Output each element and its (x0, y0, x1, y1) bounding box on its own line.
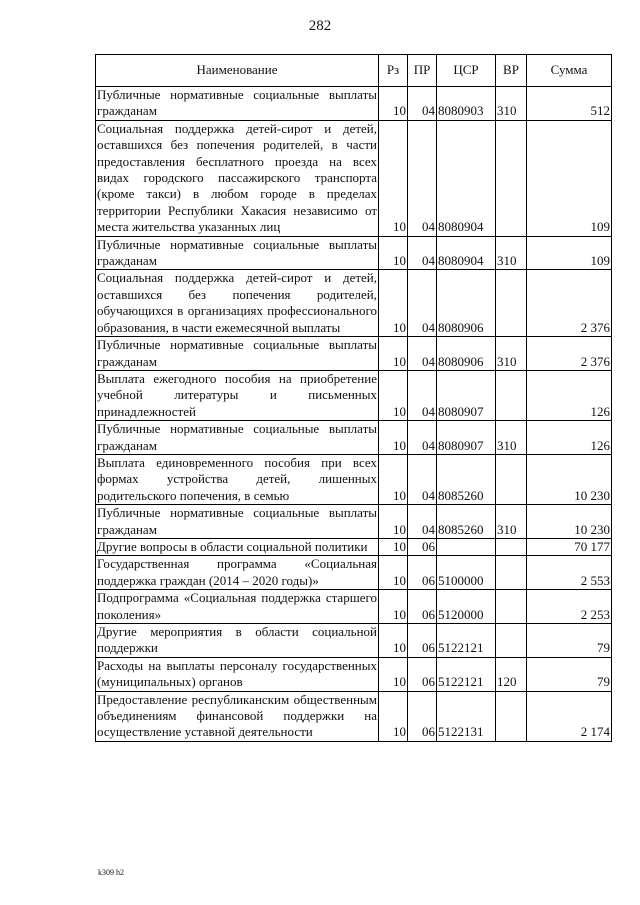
table-row (96, 505, 612, 539)
cell-name: Социальная поддержка детей-сирот и детей, оставшихся без попечения родителей, в части предоставления бесплатного проезда на всех видах городского пассажирского транспорта (кроме такси) в любом городе в пределах территории Республики Хакасия независимо от места жительства указанных лиц (97, 120, 377, 235)
page-number: 282 (308, 18, 332, 34)
cell-rz: 10 (379, 270, 408, 337)
cell-rz: 10 (379, 691, 408, 741)
cell-sum: 109 (527, 236, 612, 270)
table-row (96, 270, 612, 337)
table-row (96, 120, 612, 236)
cell-pr: 04 (408, 270, 437, 337)
cell-vr (496, 270, 527, 337)
table-row (96, 657, 612, 691)
cell-csr: 8080906 (437, 337, 496, 371)
cell-pr: 06 (408, 657, 437, 691)
cell-rz: 10 (379, 590, 408, 624)
cell-vr: 310 (496, 421, 527, 455)
cell-csr: 5122121 (437, 624, 496, 658)
cell-rz: 10 (379, 87, 408, 121)
cell-name: Публичные нормативные социальные выплаты гражданам (97, 236, 377, 269)
cell-vr (496, 454, 527, 504)
table-row (96, 624, 612, 658)
cell-sum: 2 376 (527, 270, 612, 337)
cell-rz: 10 (379, 421, 408, 455)
cell-sum: 10 230 (527, 505, 612, 539)
cell-sum: 10 230 (527, 454, 612, 504)
cell-sum: 109 (527, 120, 612, 236)
cell-sum: 79 (527, 657, 612, 691)
cell-sum: 2 174 (527, 691, 612, 741)
table-row (96, 421, 612, 455)
table-row (96, 236, 612, 270)
cell-csr: 8080904 (437, 120, 496, 236)
cell-sum: 2 553 (527, 556, 612, 590)
cell-vr (496, 590, 527, 624)
cell-sum: 126 (527, 370, 612, 420)
cell-csr: 5100000 (437, 556, 496, 590)
cell-sum: 126 (527, 421, 612, 455)
column-header-name: Наименование (96, 55, 379, 87)
cell-vr: 310 (496, 337, 527, 371)
table-row (96, 691, 612, 741)
cell-pr: 06 (408, 691, 437, 741)
cell-csr: 8080906 (437, 270, 496, 337)
cell-pr: 06 (408, 538, 437, 555)
column-header-vr: ВР (496, 55, 527, 87)
table-body (96, 87, 612, 742)
cell-rz: 10 (379, 538, 408, 555)
cell-rz: 10 (379, 505, 408, 539)
cell-rz: 10 (379, 370, 408, 420)
cell-vr (496, 538, 527, 555)
cell-vr (496, 370, 527, 420)
cell-name: Расходы на выплаты персоналу государственных (муниципальных) органов (97, 657, 377, 690)
cell-pr: 04 (408, 370, 437, 420)
cell-name: Государственная программа «Социальная поддержка граждан (2014 – 2020 годы)» (97, 556, 377, 588)
cell-pr: 04 (408, 454, 437, 504)
cell-csr: 8085260 (437, 505, 496, 539)
cell-pr: 04 (408, 87, 437, 121)
cell-name: Публичные нормативные социальные выплаты гражданам (97, 421, 377, 453)
table-row (96, 538, 612, 555)
cell-name: Публичные нормативные социальные выплаты гражданам (97, 337, 377, 369)
cell-pr: 04 (408, 505, 437, 539)
cell-csr: 5120000 (437, 590, 496, 624)
cell-csr: 5122121 (437, 657, 496, 691)
table-header-row (96, 55, 612, 87)
cell-name: Выплата ежегодного пособия на приобретение учебной литературы и письменных принадлежностей (97, 370, 377, 419)
cell-pr: 04 (408, 120, 437, 236)
table-row (96, 590, 612, 624)
table-row (96, 556, 612, 590)
cell-rz: 10 (379, 624, 408, 658)
cell-vr: 310 (496, 87, 527, 121)
cell-csr: 8085260 (437, 454, 496, 504)
cell-name: Социальная поддержка детей-сирот и детей, оставшихся без попечения родителей, обучающихся в организациях профессионального образования, в части ежемесячной выплаты (97, 270, 377, 335)
cell-name: Выплата единовременного пособия при всех формах устройства детей, лишенных родительского попечения, в семью (97, 454, 377, 503)
cell-pr: 04 (408, 337, 437, 371)
cell-csr: 8080903 (437, 87, 496, 121)
footer-code: k309 h2 (98, 868, 124, 877)
column-header-pr: ПР (408, 55, 437, 87)
cell-sum: 512 (527, 87, 612, 121)
cell-pr: 06 (408, 624, 437, 658)
cell-csr: 5122131 (437, 691, 496, 741)
cell-sum: 2 376 (527, 337, 612, 371)
cell-sum: 70 177 (527, 538, 612, 555)
table-row (96, 370, 612, 420)
cell-pr: 06 (408, 556, 437, 590)
cell-rz: 10 (379, 657, 408, 691)
cell-vr (496, 691, 527, 741)
cell-vr: 310 (496, 236, 527, 270)
cell-vr: 120 (496, 657, 527, 691)
column-header-rz: Рз (379, 55, 408, 87)
cell-pr: 06 (408, 590, 437, 624)
cell-sum: 2 253 (527, 590, 612, 624)
cell-name: Публичные нормативные социальные выплаты гражданам (97, 505, 377, 537)
cell-vr (496, 624, 527, 658)
cell-csr: 8080904 (437, 236, 496, 270)
cell-name: Публичные нормативные социальные выплаты гражданам (97, 87, 377, 119)
cell-vr (496, 556, 527, 590)
cell-csr (437, 538, 496, 555)
table-row (96, 87, 612, 121)
column-header-sum: Сумма (527, 55, 612, 87)
cell-rz: 10 (379, 236, 408, 270)
cell-pr: 04 (408, 421, 437, 455)
cell-csr: 8080907 (437, 421, 496, 455)
table-row (96, 337, 612, 371)
cell-rz: 10 (379, 454, 408, 504)
cell-rz: 10 (379, 556, 408, 590)
budget-table (95, 54, 612, 742)
cell-pr: 04 (408, 236, 437, 270)
cell-rz: 10 (379, 120, 408, 236)
cell-name: Другие мероприятия в области социальной поддержки (97, 624, 377, 656)
cell-vr (496, 120, 527, 236)
cell-vr: 310 (496, 505, 527, 539)
cell-name: Другие вопросы в области социальной политики (96, 538, 379, 555)
cell-rz: 10 (379, 337, 408, 371)
cell-sum: 79 (527, 624, 612, 658)
cell-csr: 8080907 (437, 370, 496, 420)
cell-name: Предоставление республиканским общественным объединениям финансовой поддержки на осуществление уставной деятельности (97, 691, 377, 740)
column-header-csr: ЦСР (437, 55, 496, 87)
cell-name: Подпрограмма «Социальная поддержка старшего поколения» (97, 590, 377, 622)
table-row (96, 454, 612, 504)
